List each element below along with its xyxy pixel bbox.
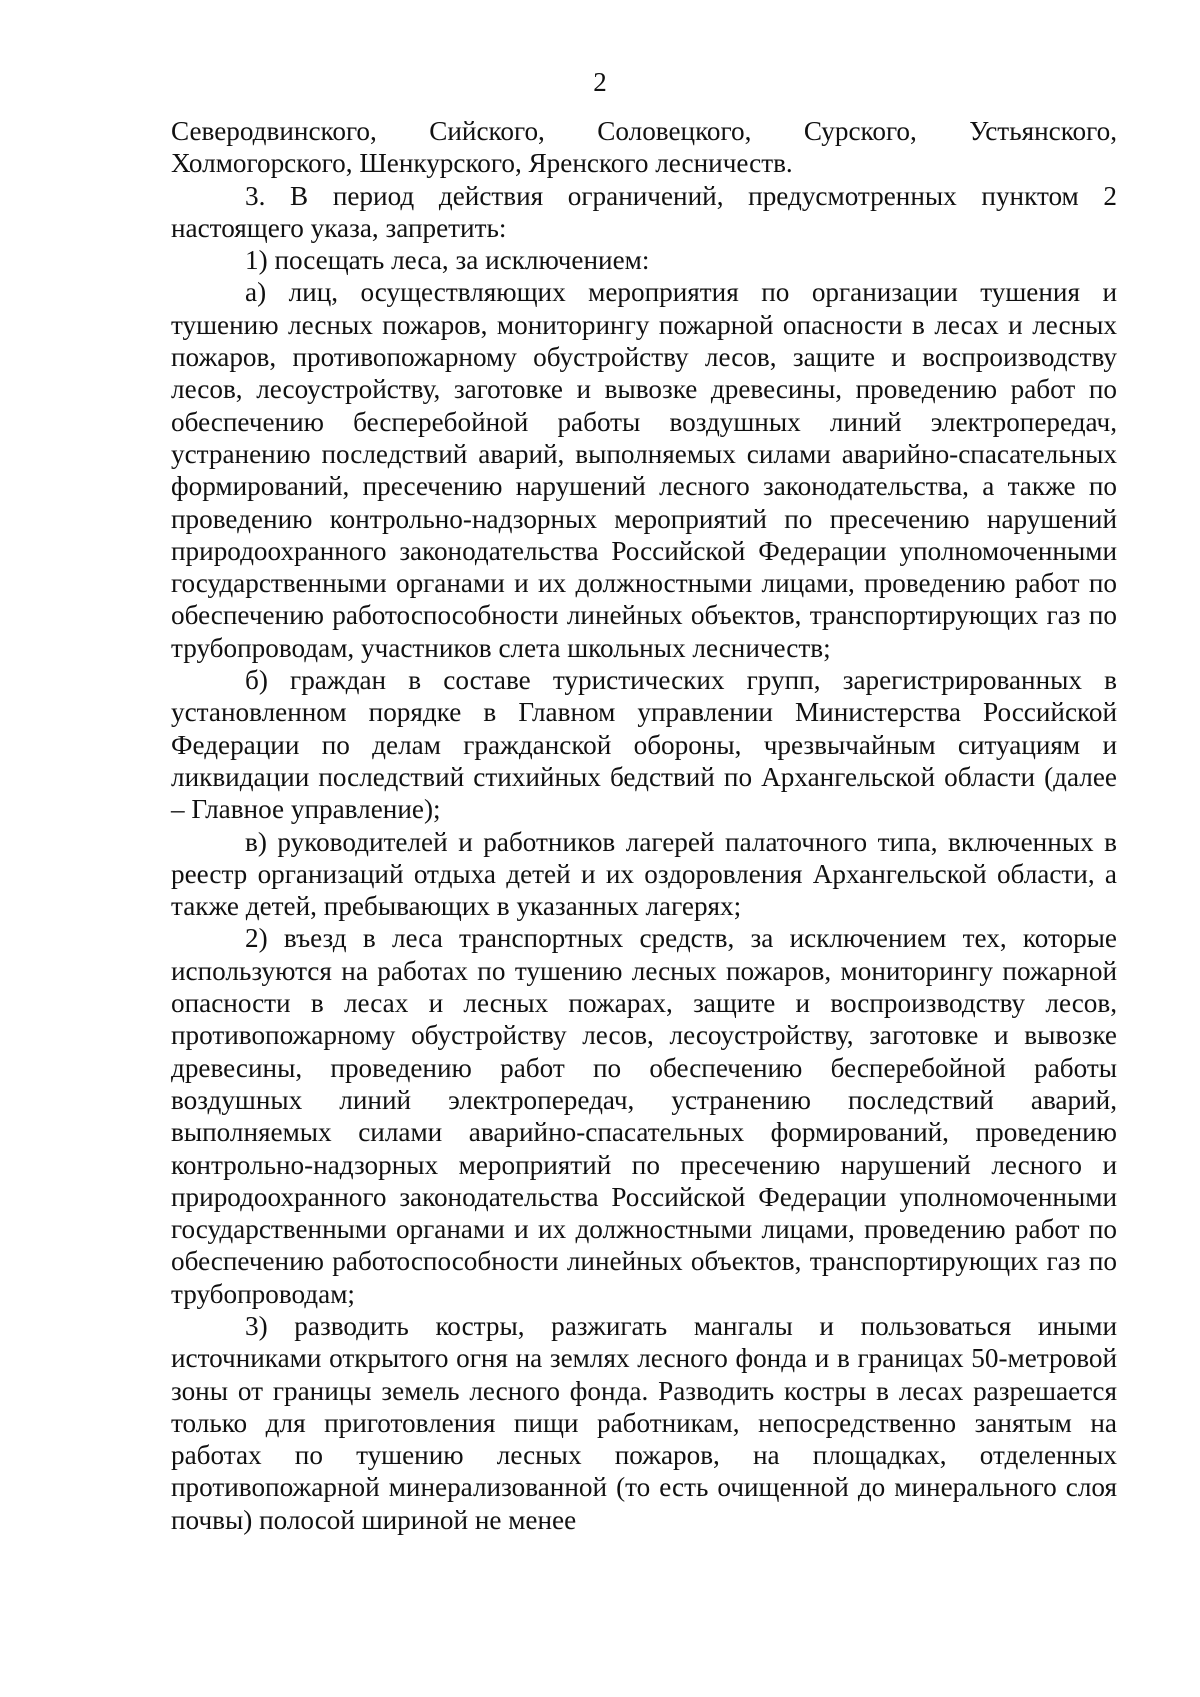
paragraph-continuation: Северодвинского, Сийского, Соловецкого, Сурского, Устьянского, Холмогорского, Шенкурского, Яренского лесничеств. <box>171 116 1117 179</box>
paragraph-subitem-2: 2) въезд в леса транспортных средств, за исключением тех, которые используются на работах по тушению лесных пожаров, мониторингу пожарной опасности в лесах и лесных пожарах, защите и воспроизводству лесов, противопожарному обустройству лесов, лесоустройству, заготовке и вывозке древесины, проведению работ по обеспечению бесперебойной работы воздушных линий электропередач, устранению последствий аварий, выполняемых силами аварийно-спасательных формирований, проведению контрольно-надзорных мероприятий по пресечению нарушений лесного и природоохранного законодательства Российской Федерации уполномоченными государственными органами и их должностными лицами, проведению работ по обеспечению работоспособности линейных объектов, транспортирующих газ по трубопроводам; <box>171 923 1117 1309</box>
paragraph-subitem-1a: а) лиц, осуществляющих мероприятия по организации тушения и тушению лесных пожаров, мониторингу пожарной опасности в лесах и лесных пожаров, противопожарному обустройству лесов, защите и воспроизводству лесов, лесоустройству, заготовке и вывозке древесины, проведению работ по обеспечению бесперебойной работы воздушных линий электропередач, устранению последствий аварий, выполняемых силами аварийно-спасательных формирований, пресечению нарушений лесного законодательства, а также по проведению контрольно-надзорных мероприятий по пресечению нарушений природоохранного законодательства Российской Федерации уполномоченными государственными органами и их должностными лицами, проведению работ по обеспечению работоспособности линейных объектов, транспортирующих газ по трубопроводам, участников слета школьных лесничеств; <box>171 277 1117 663</box>
paragraph-subitem-1: 1) посещать леса, за исключением: <box>245 245 650 276</box>
paragraph-subitem-3: 3) разводить костры, разжигать мангалы и пользоваться иными источниками открытого огня на землях лесного фонда и в границах 50-метровой зоны от границы земель лесного фонда. Разводить костры в лесах разрешается только для приготовления пищи работникам, непосредственно занятым на работах по тушению лесных пожаров, на площадках, отделенных противопожарной минерализованной (то есть очищенной до минерального слоя почвы) полосой шириной не менее <box>171 1310 1117 1535</box>
paragraph-item-3: 3. В период действия ограничений, предусмотренных пунктом 2 настоящего указа, запретить: <box>171 180 1117 243</box>
page-number: 2 <box>593 67 607 97</box>
document-body <box>171 115 1117 1536</box>
paragraph-subitem-1c: в) руководителей и работников лагерей палаточного типа, включенных в реестр организаций отдыха детей и их оздоровления Архангельской области, а также детей, пребывающих в указанных лагерях; <box>171 826 1117 922</box>
paragraph-subitem-1b: б) граждан в составе туристических групп, зарегистрированных в установленном порядке в Главном управлении Министерства Российской Федерации по делам гражданской обороны, чрезвычайным ситуациям и ликвидации последствий стихийных бедствий по Архангельской области (далее – Главное управление); <box>171 665 1117 825</box>
